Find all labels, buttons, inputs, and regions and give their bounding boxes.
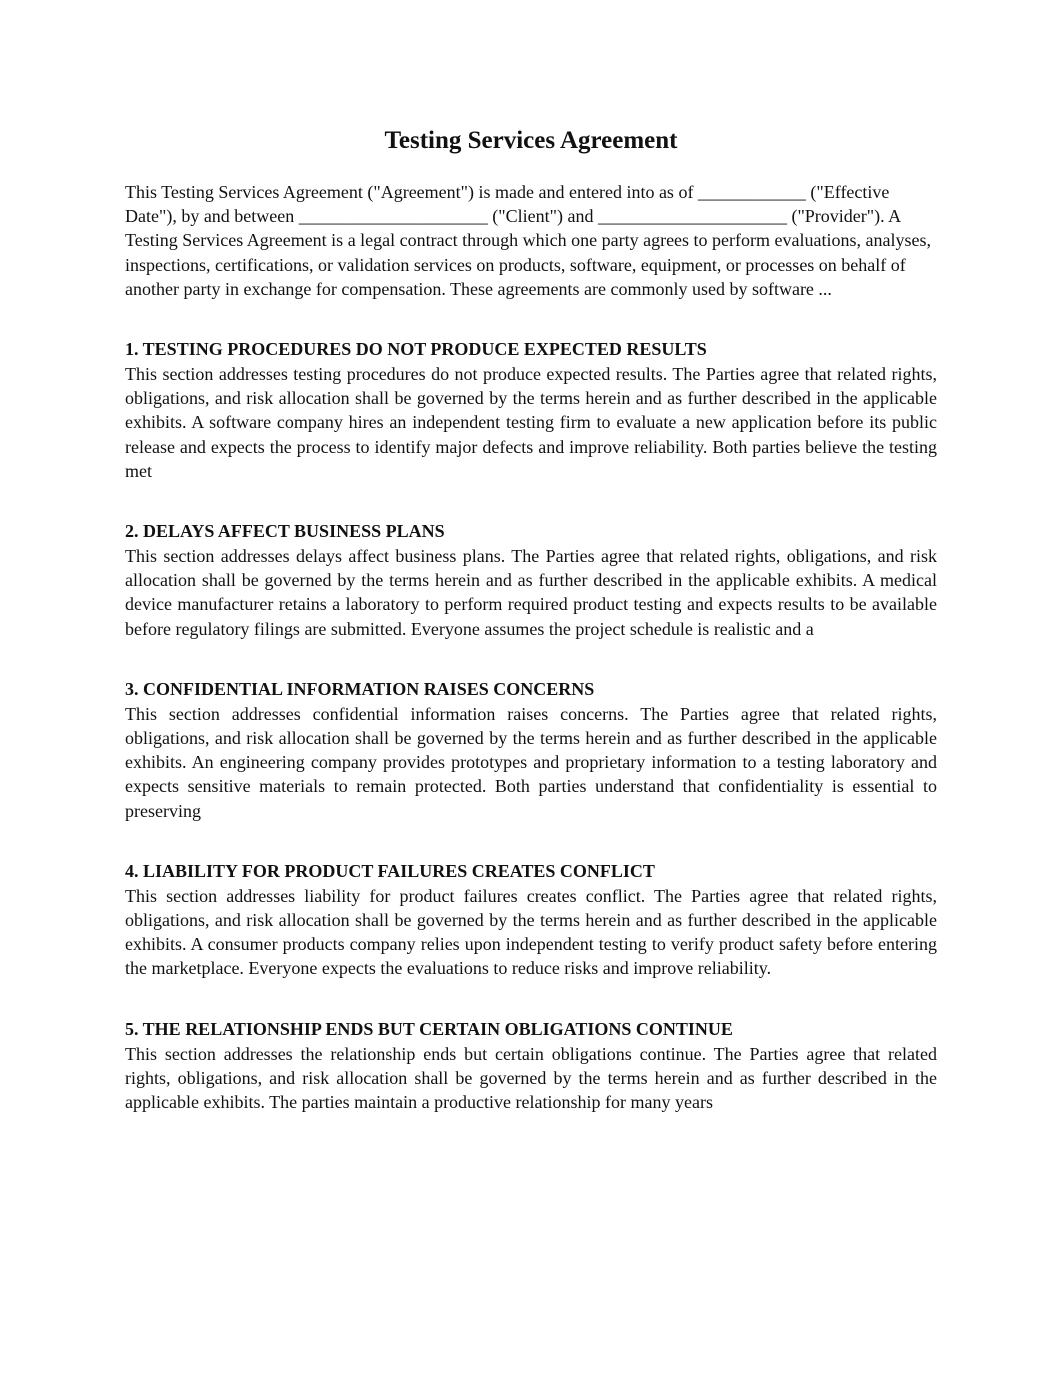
document-content bbox=[125, 180, 937, 1114]
section-heading: 4. LIABILITY FOR PRODUCT FAILURES CREATES CONFLICT bbox=[125, 860, 655, 881]
section-body: This section addresses delays affect business plans. The Parties agree that related rights, obligations, and risk allocation shall be governed by the terms herein and as further described in the applicable exhibits. A medical device manufacturer retains a laboratory to perform required product testing and expects results to be available before regulatory filings are submitted. Everyone assumes the project schedule is realistic and a bbox=[125, 546, 937, 639]
section-body: This section addresses the relationship ends but certain obligations continue. The Parties agree that related rights, obligations, and risk allocation shall be governed by the terms herein and as further described in the applicable exhibits. The parties maintain a productive relationship for many years bbox=[125, 1043, 937, 1113]
intro-paragraph: This Testing Services Agreement ("Agreement") is made and entered into as of ____________ ("Effective Date"), by and between _____________________ ("Client") and _____________________ ("Provider"). A Testing Services Agreement is a legal contract through which one party agrees to perform evaluations, analyses, inspections, certifications, or validation services on products, software, equipment, or processes on behalf of another party in exchange for compensation. These agreements are commonly used by software ... bbox=[125, 182, 931, 299]
section-heading: 3. CONFIDENTIAL INFORMATION RAISES CONCERNS bbox=[125, 678, 595, 699]
section-body: This section addresses testing procedures do not produce expected results. The Parties agree that related rights, obligations, and risk allocation shall be governed by the terms herein and as further described in the applicable exhibits. A software company hires an independent testing firm to evaluate a new application before its public release and expects the process to identify major defects and improve reliability. Both parties believe the testing met bbox=[125, 364, 937, 481]
document-title: Testing Services Agreement bbox=[384, 127, 678, 154]
section-heading: 5. THE RELATIONSHIP ENDS BUT CERTAIN OBLIGATIONS CONTINUE bbox=[125, 1018, 733, 1039]
section-body: This section addresses confidential information raises concerns. The Parties agree that related rights, obligations, and risk allocation shall be governed by the terms herein and as further described in the applicable exhibits. An engineering company provides prototypes and proprietary information to a testing laboratory and expects sensitive materials to remain protected. Both parties understand that confidentiality is essential to preserving bbox=[125, 703, 937, 821]
section-heading: 2. DELAYS AFFECT BUSINESS PLANS bbox=[125, 521, 445, 542]
section-heading: 1. TESTING PROCEDURES DO NOT PRODUCE EXPECTED RESULTS bbox=[125, 339, 707, 360]
section-body: This section addresses liability for product failures creates conflict. The Parties agree that related rights, obligations, and risk allocation shall be governed by the terms herein and as further described in the applicable exhibits. A consumer products company relies upon independent testing to verify product safety before entering the marketplace. Everyone expects the evaluations to reduce risks and improve reliability. bbox=[125, 885, 937, 979]
section-2 bbox=[125, 518, 937, 641]
section-4 bbox=[125, 858, 937, 981]
section-3 bbox=[125, 676, 937, 823]
section-1 bbox=[125, 336, 937, 483]
section-5 bbox=[125, 1016, 937, 1115]
